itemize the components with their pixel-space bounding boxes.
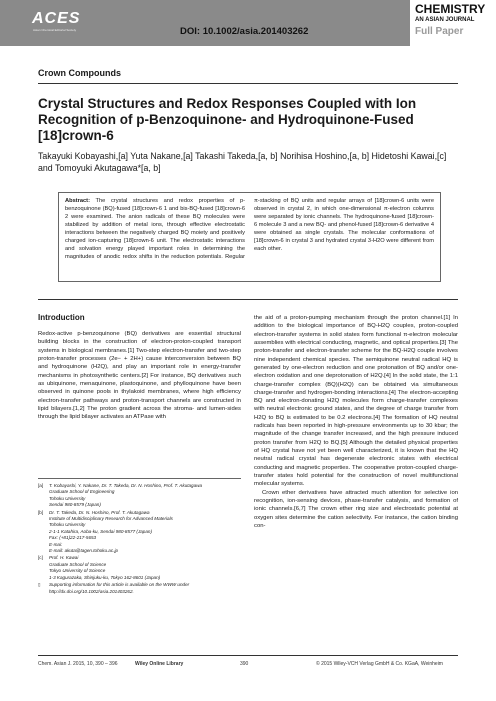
journal-title: CHEMISTRY — [415, 2, 486, 16]
footer-copyright: © 2015 Wiley-VCH Verlag GmbH & Co. KGaA, Weinheim — [316, 661, 443, 667]
section-rule — [38, 83, 458, 84]
article-title: Crystal Structures and Redox Responses Coupled with Ion Recognition of p-Benzoquinone- and Hydroquinone-Fused [18]crown-6 — [38, 96, 417, 143]
article-type: Full Paper — [415, 26, 464, 37]
footnotes — [38, 483, 241, 596]
footnote-b: [b] Dr. T. Takeda, Dr. N. Hoshino, Prof. T. Akutagawa Institute of Multidisciplinary Research for Advanced Materials Tohoku University 2-1-1 Katahira, Aoba-ku, Sendai 980-8577 (Japan) Fax: (+81)22-217-5653 E-mai: E-mail: akuta@tagen.tohoku.ac.jp — [38, 509, 173, 554]
footnote-a: [a] T. Kobayashi, Y. Nakane, Dr. T. Takeda, Dr. N. Hoshino, Prof. T. Akutagawa Graduate School of Engineering Tohoku University Sendai 980-8579 (Japan) — [38, 483, 203, 508]
aces-logo-subtitle: Asian Chemical Editorial Society — [33, 28, 77, 32]
abstract-box — [58, 192, 441, 282]
abstract-rule — [38, 299, 458, 300]
intro-right-paragraph-1: the aid of a proton-pumping mechanism through the proton channel.[1] In addition to the biological importance of BQ-H2Q couples, proton-coupled electron-transfer systems in solid states form functional π-electron molecular assemblies with electrical conducting, magnetic, and optical properties.[3] The proton-transfer and electron-transfer scheme for the BQ-H2Q couple involves nine independent chemical species. The semiquinone neutral radical HQ is generated by one-electron reduction and one protonation of BQ and/or one-electron oxidation and one deprotonation of H2Q.[4] In the solid state, the 1:1 charge-transfer complex (BQ)(H2Q) can be obtained via simultaneous charge-transfer and hydrogen-bonding interactions.[4] The electron-accepting BQ and electron-donating H2Q molecules form charge-transfer complexes with neutral electronic ground states, and the degree of charge transfer from H2Q to BQ is estimated to be 0.2 electrons.[4] The formation of HQ neutral radicals has been reported in high-pressure environments up to 30 kbar; the magnitude of the change transfer increased, and the high pressure induced proton transfer from H2Q to BQ.[5] Although the detailed physical properties of HQ crystal have not yet been well characterized, it is known that the HQ neutral radical crystal has degenerate electronic states with electrical conducting and magnetic properties. The cooperative proton-coupled charge-transfer states hold potential for the construction of novel multifunctional molecular systems. — [254, 315, 458, 488]
footer-rule — [38, 655, 458, 656]
footer-library[interactable]: Wiley Online Library — [135, 661, 184, 667]
supporting-info-note — [38, 582, 241, 595]
intro-left-paragraph: Redox-active p-benzoquinone (BQ) derivatives are essential structural building blocks in the construction of electron-proton-coupled transport systems in biological membranes.[1] Two-step electron-transfer and two-step proton-transfer processes (2e− + 2H+) cause interconversion between BQ and hydroquinone (H2Q), and play an important role in energy-transfer mechanisms in photosynthetic centers.[2] For instance, BQ derivatives such as ubiquinone, menaquinone, plastoquinone, and phylloquinone have been observed in quinone pools in thylakoid membranes, where high efficiency electron-transfer pathways and proton-transport channels are constructed in lipid bilayers.[1,2] The proton gradient across the stroma- and lumen-sides through the lipid bilayer activates an ATPase with — [38, 331, 241, 421]
journal-box — [410, 0, 496, 46]
footer-citation: Chem. Asian J. 2015, 10, 390 – 396 — [38, 661, 118, 667]
footnote-c: [c] Prof. H. Kawai Graduate School of Science Tokyo University of Science 1-3 Kagurazaka, Shinjuku-ku, Tokyo 162-8601 (Japan) — [38, 555, 161, 580]
left-column — [38, 330, 241, 421]
journal-subtitle: AN ASIAN JOURNAL — [415, 17, 475, 23]
page-number: 390 — [240, 661, 249, 667]
footnote-rule — [38, 478, 241, 479]
supporting-info-text[interactable]: Supporting information for this article is available on the WWW under http://dx.doi.org/10.1002/asia.201403262. — [49, 582, 190, 594]
author-list: Takayuki Kobayashi,[a] Yuta Nakane,[a] Takashi Takeda,[a, b] Norihisa Hoshino,[a, b] Hidetoshi Kawai,[c] and Tomoyuki Akutagawa*[a, b] — [38, 151, 447, 173]
doi-label[interactable]: DOI: 10.1002/asia.201403262 — [180, 26, 309, 37]
abstract-label: Abstract: — [65, 198, 90, 204]
right-column — [254, 314, 458, 530]
footnote-a-text: T. Kobayashi, Y. Nakane, Dr. T. Takeda, Dr. N. Hoshino, Prof. T. Akutagawa Graduate School of Engineering Tohoku University Sendai 980-8579 (Japan) — [49, 483, 203, 508]
section-label: Crown Compounds — [38, 68, 121, 78]
footnote-c-text: Prof. H. Kawai Graduate School of Science Tokyo University of Science 1-3 Kagurazaka, Shinjuku-ku, Tokyo 162-8601 (Japan) — [49, 555, 161, 580]
abstract-text: The crystal structures and redox properties of p-benzoquinone (BQ)-fused [18]crown-6 1 and bis-BQ-fused [18]crown-6 2 were examined. The anion radicals of these BQ molecules were stabilized by addition of metal ions, through effective electrostatic interactions between the negatively charged BQ moiety and positively charged ion-capturing [18]crown-6 unit. The electrostatic interactions and solvation energy played important roles in determining the magnitudes of anodic redox shifts in the reduction potentials. Regular π-stacking of BQ units and regular arrays of [18]crown-6 units were observed in crystal 2, in which one-dimensional π-electron columns were separated by ionic channels. The hydroquinone-fused [18]crown-6 molecule 3 and a new BQ- and phenol-fused [18]crown-6 derivative 4 were obtained as single crystals. The molecular conformations of [18]crown-6 in crystal 3 and hydrated crystal 3-H2O were different from each other. — [65, 198, 434, 261]
intro-heading: Introduction — [38, 313, 85, 322]
footnote-b-text: Dr. T. Takeda, Dr. N. Hoshino, Prof. T. Akutagawa Institute of Multidisciplinary Research for Advanced Materials Tohoku University 2-1-1 Katahira, Aoba-ku, Sendai 980-8577 (Japan) Fax: (+81)22-217-5653 E-mai: E-mail: akuta@tagen.tohoku.ac.jp — [49, 509, 173, 554]
intro-right-paragraph-2: Crown ether derivatives have attracted much attention for selective ion recognition, ion-sensing devices, phase-transfer catalysis, and formation of ionic channels.[6,7] The crown ether ring size and electrostatic potential at oxygen sites determine the cation selectivity. For instance, the cation binding con- — [254, 489, 458, 529]
aces-logo: ACES — [32, 10, 81, 27]
document-icon: ▯ — [38, 582, 41, 588]
